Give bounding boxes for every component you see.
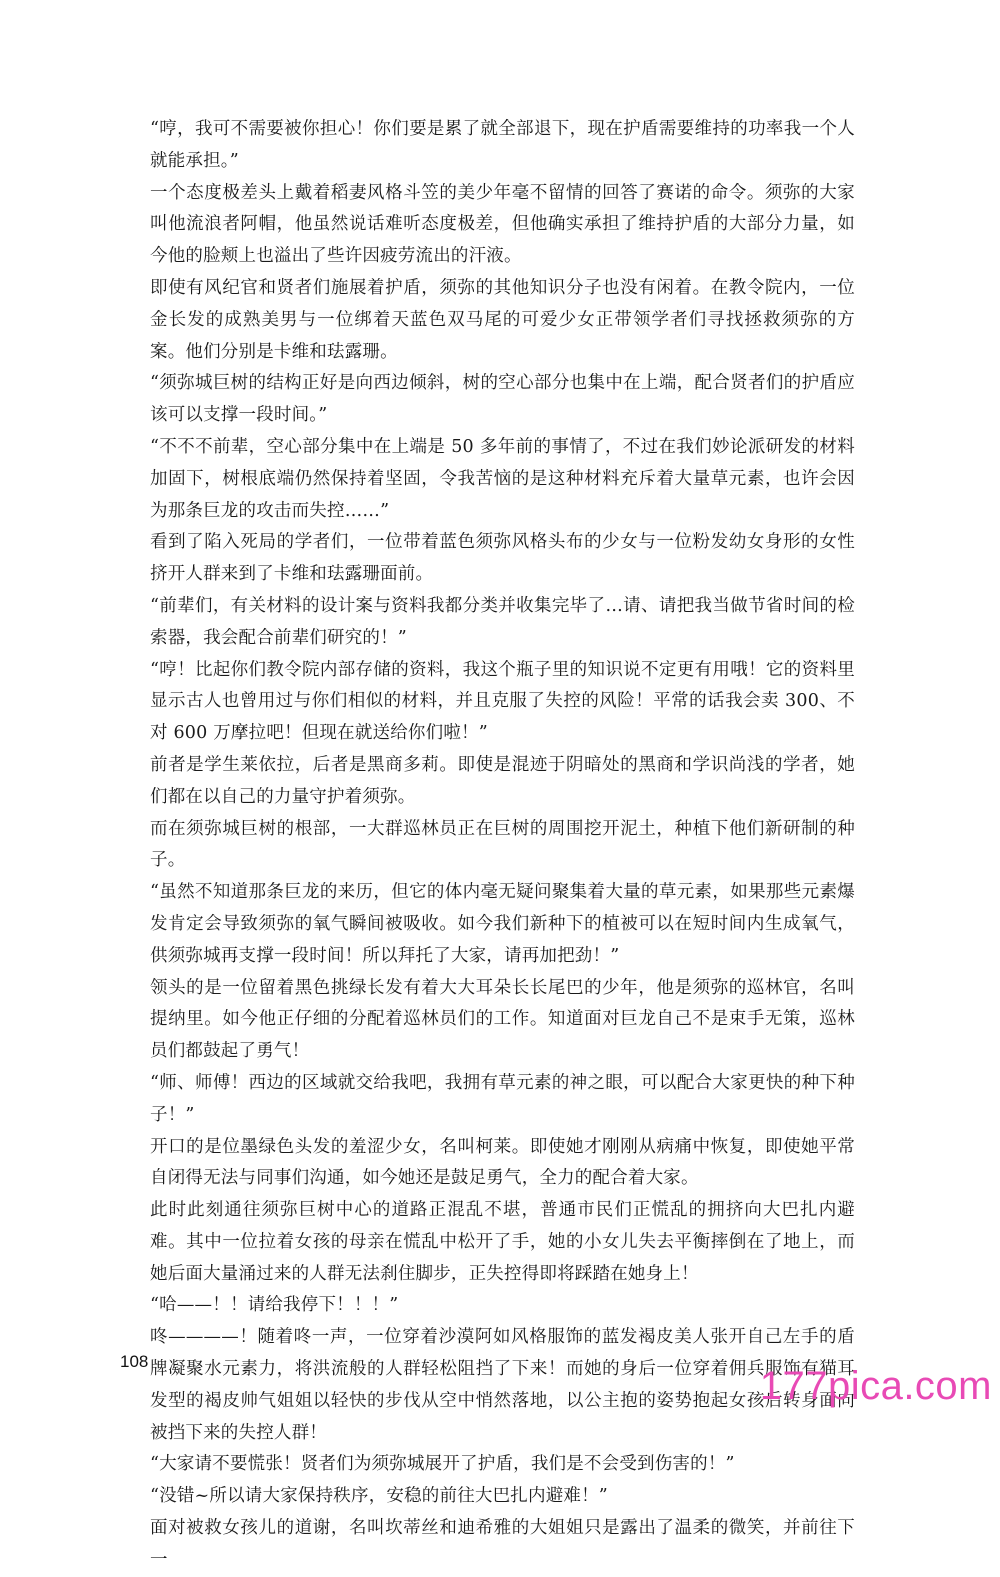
paragraph: 一个态度极差头上戴着稻妻风格斗笠的美少年毫不留情的回答了赛诺的命令。须弥的大家叫他流浪者阿帽，他虽然说话难听态度极差，但他确实承担了维持护盾的大部分力量，如今他的脸颊上也溢出了些许因疲劳流出的汗液。 (150, 182, 855, 267)
paragraph: 面对被救女孩儿的道谢，名叫坎蒂丝和迪希雅的大姐姐只是露出了温柔的微笑，并前往下一 (150, 1518, 855, 1570)
watermark: 177pica.com (759, 1364, 992, 1408)
paragraph: 看到了陷入死局的学者们，一位带着蓝色须弥风格头布的少女与一位粉发幼女身形的女性挤开人群来到了卡维和珐露珊面前。 (150, 532, 855, 585)
paragraph: 开口的是位墨绿色头发的羞涩少女，名叫柯莱。即使她才刚刚从病痛中恢复，即使她平常自闭得无法与同事们沟通，如今她还是鼓足勇气，全力的配合着大家。 (150, 1136, 855, 1189)
paragraph: 前者是学生莱依拉，后者是黑商多莉。即使是混迹于阴暗处的黑商和学识尚浅的学者，她们都在以自己的力量守护着须弥。 (150, 754, 855, 807)
paragraph: 领头的是一位留着黑色挑绿长发有着大大耳朵长长尾巴的少年，他是须弥的巡林官，名叫提纳里。如今他正仔细的分配着巡林员们的工作。知道面对巨龙自己不是束手无策，巡林员们都鼓起了勇气！ (150, 977, 855, 1062)
page-number: 108 (120, 1352, 149, 1371)
paragraph: “哼！比起你们教令院内部存储的资料，我这个瓶子里的知识说不定更有用哦！它的资料里显示古人也曾用过与你们相似的材料，并且克服了失控的风险！平常的话我会卖 300、不对 600 万摩拉吧！但现在就送给你们啦！” (150, 659, 855, 744)
paragraph: “师、师傅！西边的区域就交给我吧，我拥有草元素的神之眼，可以配合大家更快的种下种子！” (150, 1072, 855, 1125)
paragraph: “虽然不知道那条巨龙的来历，但它的体内毫无疑问聚集着大量的草元素，如果那些元素爆发肯定会导致须弥的氧气瞬间被吸收。如今我们新种下的植被可以在短时间内生成氧气，供须弥城再支撑一段时间！所以拜托了大家，请再加把劲！” (150, 882, 855, 966)
body-text (150, 114, 855, 1577)
paragraph: 而在须弥城巨树的根部，一大群巡林员正在巨树的周围挖开泥土，种植下他们新研制的种子。 (150, 818, 855, 871)
paragraph: “大家请不要慌张！贤者们为须弥城展开了护盾，我们是不会受到伤害的！” (150, 1454, 735, 1475)
paragraph: 即使有风纪官和贤者们施展着护盾，须弥的其他知识分子也没有闲着。在教令院内，一位金长发的成熟美男与一位绑着天蓝色双马尾的可爱少女正带领学者们寻找拯救须弥的方案。他们分别是卡维和珐露珊。 (150, 277, 855, 362)
paragraph: “哼，我可不需要被你担心！你们要是累了就全部退下，现在护盾需要维持的功率我一个人就能承担。” (150, 119, 855, 171)
paragraph: “不不不前辈，空心部分集中在上端是 50 多年前的事情了，不过在我们妙论派研发的材料加固下，树根底端仍然保持着坚固，令我苦恼的是这种材料充斥着大量草元素，也许会因为那条巨龙的攻击而失控……” (150, 436, 855, 521)
paragraph: “哈——！！请给我停下！！！” (150, 1295, 399, 1316)
paragraph: 此时此刻通往须弥巨树中心的道路正混乱不堪，普通市民们正慌乱的拥挤向大巴扎内避难。其中一位拉着女孩的母亲在慌乱中松开了手，她的小女儿失去平衡摔倒在了地上，而她后面大量涌过来的人群无法刹住脚步，正失控得即将踩踏在她身上！ (150, 1200, 855, 1284)
paragraph: “没错~所以请大家保持秩序，安稳的前往大巴扎内避难！” (150, 1486, 608, 1507)
paragraph: 咚————！随着咚一声，一位穿着沙漠阿如风格服饰的蓝发褐皮美人张开自己左手的盾牌凝聚水元素力，将洪流般的人群轻松阻挡了下来！而她的身后一位穿着佣兵服饰有猫耳发型的褐皮帅气姐姐以轻快的步伐从空中悄然落地，以公主抱的姿势抱起女孩后转身面向被挡下来的失控人群！ (150, 1327, 855, 1443)
paragraph: “前辈们，有关材料的设计案与资料我都分类并收集完毕了…请、请把我当做节省时间的检索器，我会配合前辈们研究的！” (150, 595, 855, 648)
paragraph: “须弥城巨树的结构正好是向西边倾斜，树的空心部分也集中在上端，配合贤者们的护盾应该可以支撑一段时间。” (150, 373, 855, 426)
